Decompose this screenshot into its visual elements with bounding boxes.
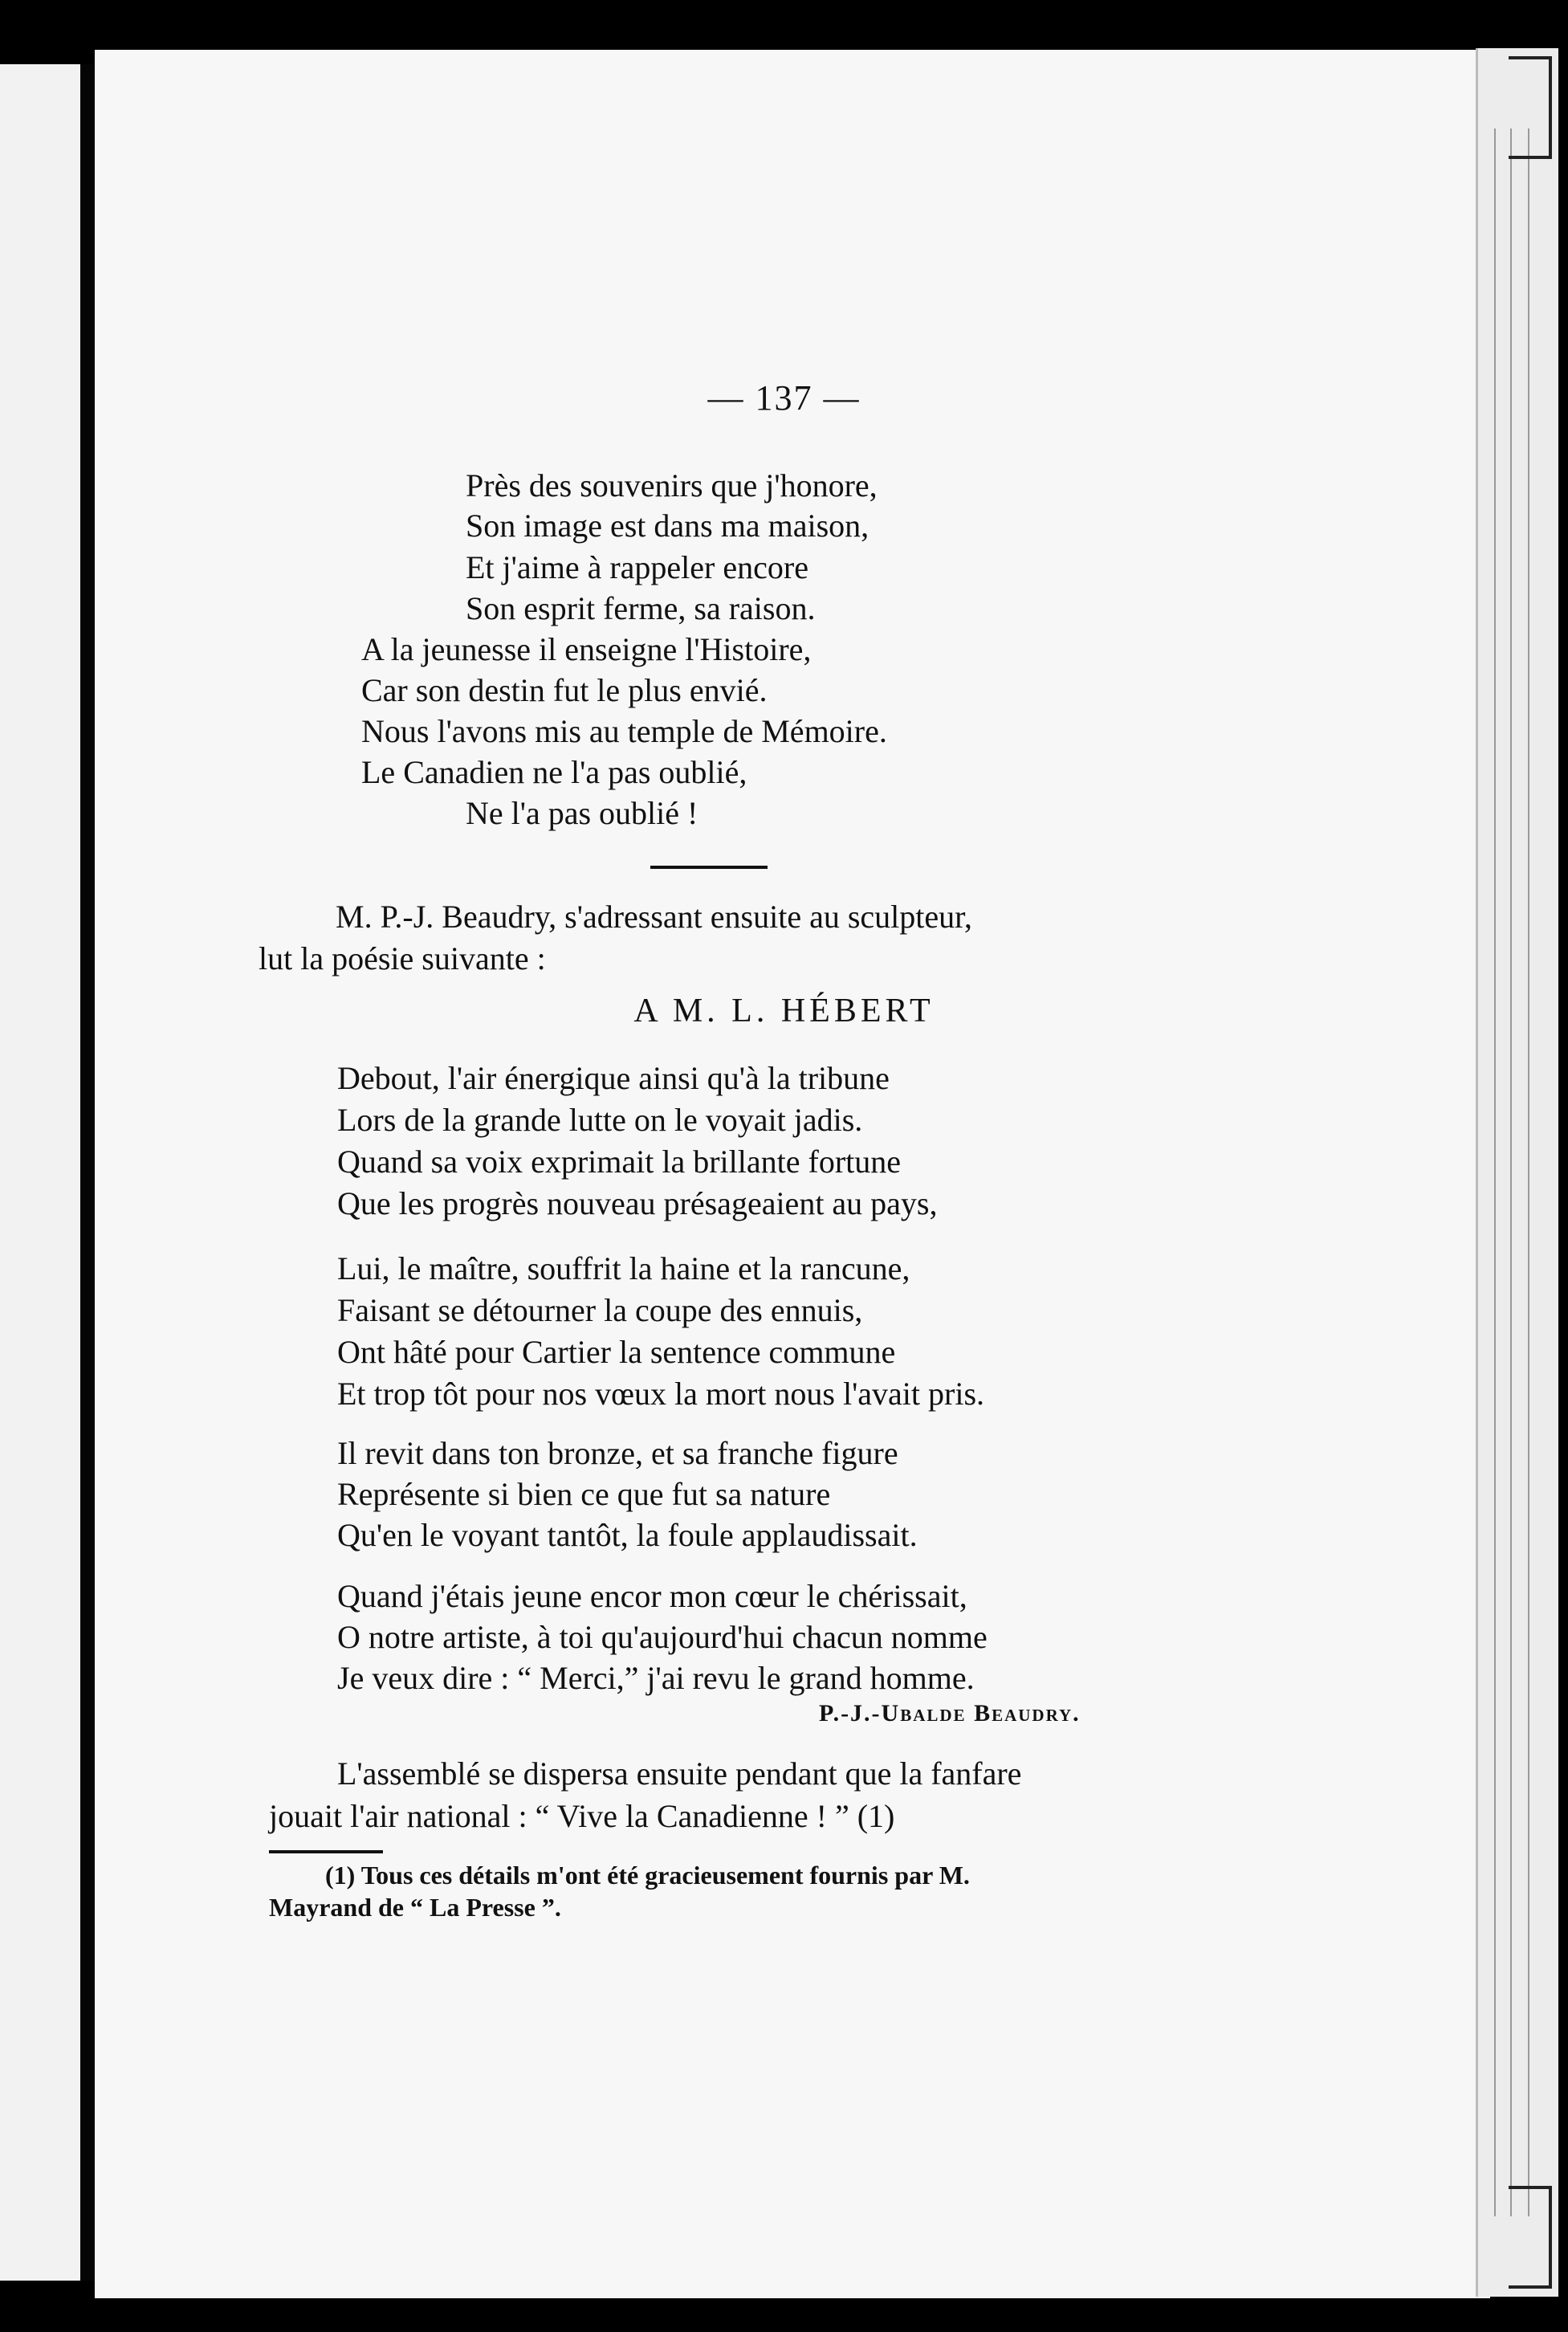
verse-line: Et trop tôt pour nos vœux la mort nous l'avait pris. — [337, 1376, 985, 1412]
closing-line: L'assemblé se dispersa ensuite pendant que la fanfare — [337, 1755, 1022, 1792]
verse-line: Lui, le maître, souffrit la haine et la rancune, — [337, 1250, 910, 1286]
verse-line: A la jeunesse il enseigne l'Histoire, — [361, 631, 812, 667]
verse-line: Que les progrès nouveau présageaient au pays, — [337, 1185, 938, 1221]
closing-line: jouait l'air national : “ Vive la Canadienne ! ” (1) — [269, 1798, 895, 1834]
verse-line: Debout, l'air énergique ainsi qu'à la tribune — [337, 1060, 890, 1096]
footnote-line: Mayrand de “ La Presse ”. — [269, 1893, 561, 1922]
verse-line: Le Canadien ne l'a pas oublié, — [361, 754, 747, 790]
narration-line: lut la poésie suivante : — [259, 940, 546, 976]
verse-line: Son esprit ferme, sa raison. — [466, 590, 816, 626]
verse-line: Ont hâté pour Cartier la sentence commune — [337, 1334, 896, 1370]
verse-line: Et j'aime à rappeler encore — [466, 549, 808, 585]
verse-line: Je veux dire : “ Merci,” j'ai revu le grand homme. — [337, 1660, 975, 1696]
verse-line: Près des souvenirs que j'honore, — [466, 467, 878, 503]
verse-line: Car son destin fut le plus envié. — [361, 672, 768, 708]
verse-line: Qu'en le voyant tantôt, la foule applaudissait. — [337, 1517, 918, 1553]
verse-line: Son image est dans ma maison, — [466, 508, 870, 544]
verse-line: Quand j'étais jeune encor mon cœur le chérissait, — [337, 1578, 967, 1614]
verse-line: Quand sa voix exprimait la brillante fortune — [337, 1144, 902, 1180]
verse-line: Ne l'a pas oublié ! — [466, 795, 698, 831]
narration-line: M. P.-J. Beaudry, s'adressant ensuite au sculpteur, — [336, 899, 972, 935]
page-number: — 137 — — [707, 378, 861, 418]
verse-line: Nous l'avons mis au temple de Mémoire. — [361, 713, 887, 749]
footnote-line: (1) Tous ces détails m'ont été gracieusement fournis par M. — [325, 1861, 970, 1890]
footnote-divider — [269, 1850, 383, 1853]
verse-line: O notre artiste, à toi qu'aujourd'hui chacun nomme — [337, 1619, 988, 1655]
verse-line: Faisant se détourner la coupe des ennuis, — [337, 1292, 863, 1328]
section-divider — [650, 866, 768, 869]
verse-line: Représente si bien ce que fut sa nature — [337, 1476, 831, 1512]
verse-line: Lors de la grande lutte on le voyait jadis. — [337, 1102, 863, 1138]
poem-signature: P.-J.-Ubalde Beaudry. — [819, 1700, 1081, 1727]
poem-title: A M. L. HÉBERT — [633, 993, 935, 1029]
verse-line: Il revit dans ton bronze, et sa franche figure — [337, 1435, 898, 1471]
